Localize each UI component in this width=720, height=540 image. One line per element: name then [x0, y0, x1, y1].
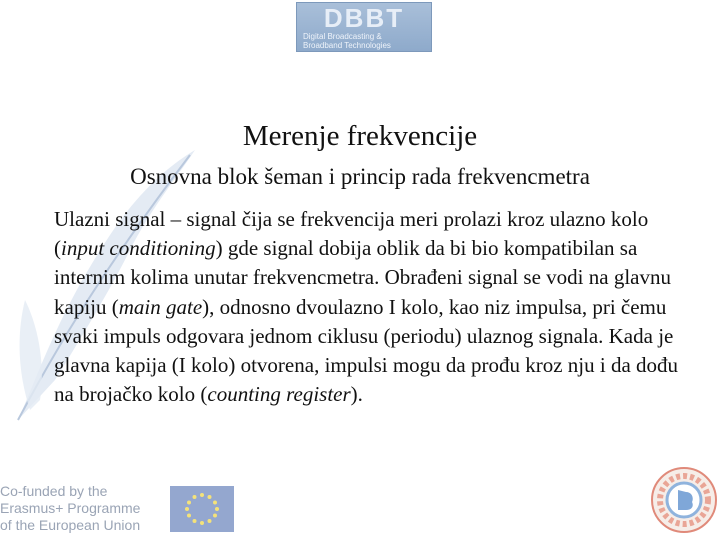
logo-subtitle-line1: Digital Broadcasting & [303, 32, 382, 41]
dbbt-logo [296, 2, 432, 52]
eu-cofunding-text [0, 483, 160, 534]
term-counting-register: counting register [207, 382, 351, 407]
body-text [54, 205, 694, 409]
body-text-segment: Ulazni signal – signal čija se frekvencija meri prolazi kroz ulazno kolo ( [54, 207, 649, 261]
slide-subtitle: Osnovna blok šeman i princip rada frekvencmetra [130, 164, 590, 189]
term-main-gate: main gate [118, 294, 203, 319]
logo-subtitle-line2: Broadband Technologies [303, 41, 391, 50]
eu-flag-icon [170, 486, 234, 532]
body-text-segment: ). [350, 382, 363, 407]
body-text-segment: ) gde signal dobija oblik da bi bio kompatibilan sa internim kolima unutar frekvencmetra. Obrađeni signal se vodi na glavnu kapiju ( [54, 236, 671, 319]
logo-subtitle [303, 32, 427, 50]
eu-text-line: Erasmus+ Programme [0, 500, 141, 516]
eu-text-line: Co-funded by the [0, 483, 108, 499]
logo-name: DBBT [323, 3, 405, 33]
slide-title: Merenje frekvencije [242, 120, 478, 152]
term-input-conditioning: input conditioning [61, 236, 216, 261]
eu-text-line: of the European Union [0, 517, 141, 533]
body-text-segment: ), odnosno dvoulazno I kolo, kao niz impulsa, pri čemu svaki impuls odgovara jednom ciklusu (periodu) ulaznog signala. Kada je glavna kapija (I kolo) otvorena, impulsi mogu da prođu kroz nju i da dođu na brojačko kolo ( [54, 294, 679, 407]
project-badge-icon [648, 462, 718, 538]
